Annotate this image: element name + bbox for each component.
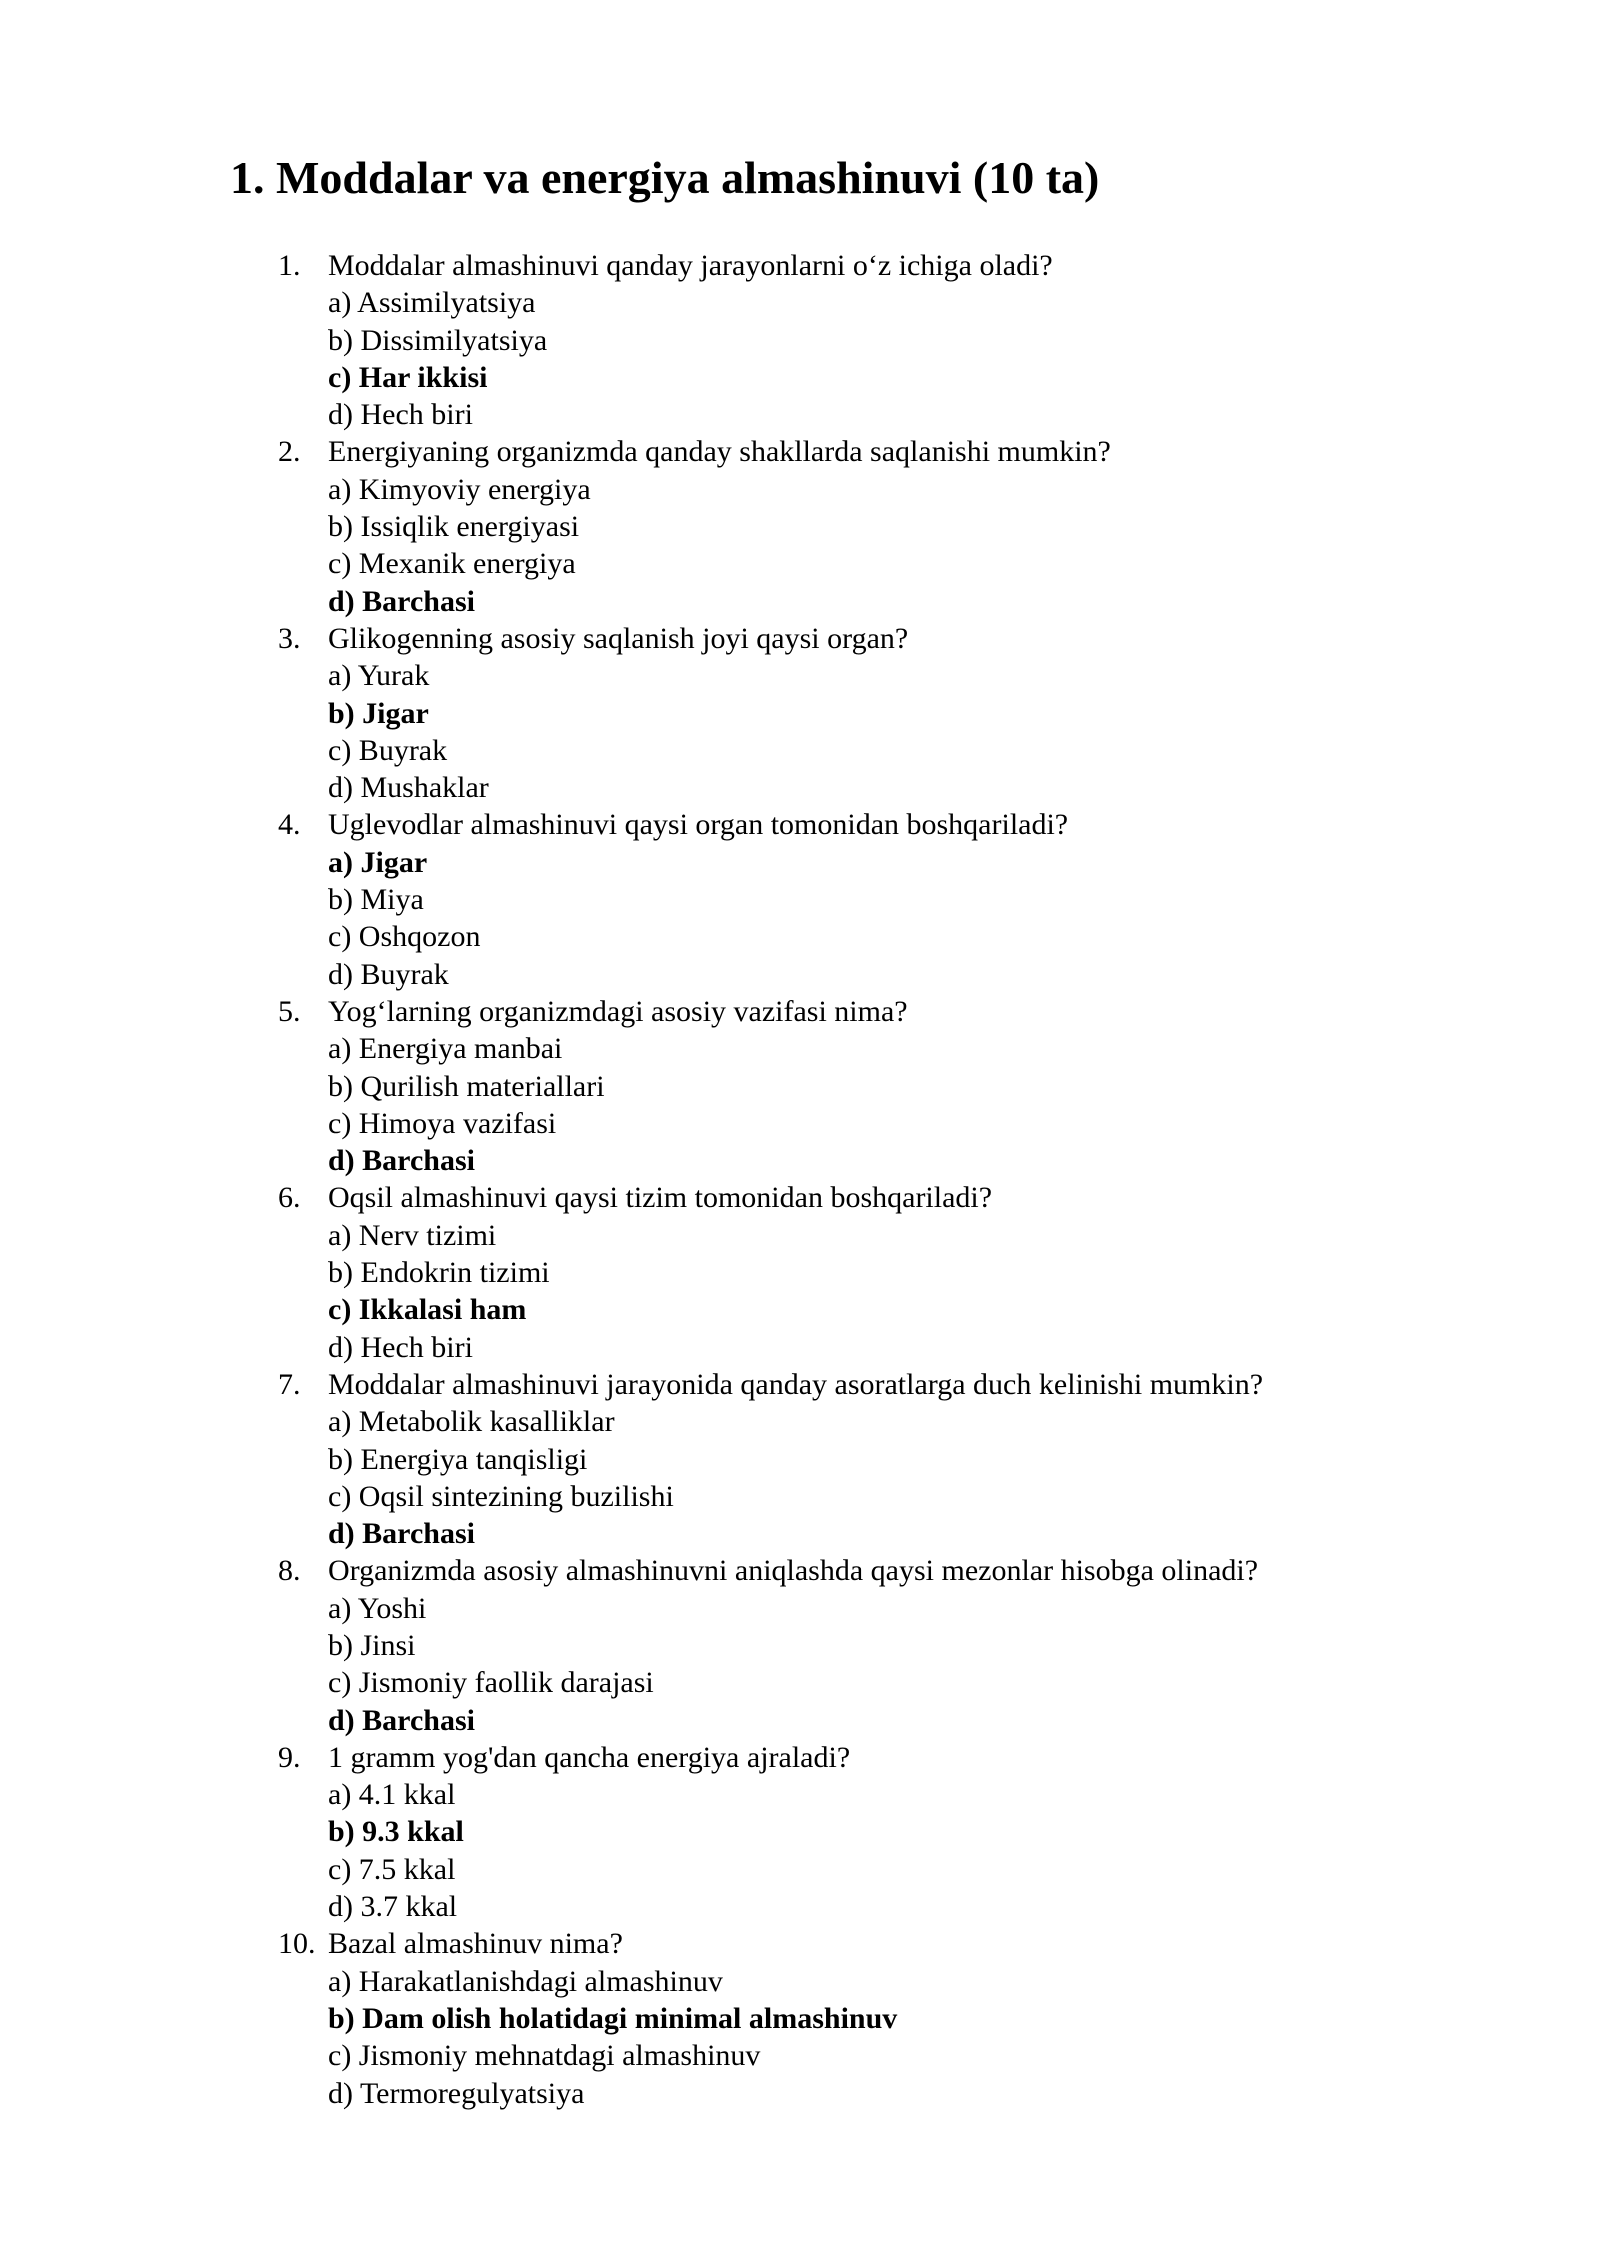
answer-option (0, 657, 1600, 694)
answer-option-text: a) 4.1 kkal (328, 1778, 456, 1812)
answer-option (0, 1217, 1600, 1254)
answer-option-text: a) Nerv tizimi (328, 1218, 497, 1252)
answer-option (0, 1478, 1600, 1515)
answer-option-text: a) Yurak (328, 659, 430, 693)
answer-option (0, 1105, 1600, 1142)
answer-option (0, 1403, 1600, 1440)
answer-option-text: d) Barchasi (328, 1703, 475, 1737)
question-number: 4. (278, 808, 301, 842)
question-text: Moddalar almashinuvi jarayonida qanday asoratlarga duch kelinishi mumkin? (328, 1367, 1264, 1401)
question-text: Organizmda asosiy almashinuvni aniqlashda qaysi mezonlar hisobga olinadi? (328, 1554, 1259, 1588)
answer-option-correct (0, 695, 1600, 732)
answer-option (0, 1776, 1600, 1813)
answer-option-text: b) Dissimilyatsiya (328, 323, 548, 357)
question-item (0, 433, 1600, 619)
answer-option (0, 1627, 1600, 1664)
answer-option-text: c) Jismoniy faollik darajasi (328, 1666, 654, 1700)
answer-option (0, 284, 1600, 321)
answer-option-correct (0, 844, 1600, 881)
answer-option-text: d) Barchasi (328, 584, 475, 618)
answer-option-text: b) Miya (328, 883, 424, 917)
answer-option-text: b) 9.3 kkal (328, 1815, 464, 1849)
answer-option-correct (0, 359, 1600, 396)
answer-option (0, 1441, 1600, 1478)
question-number: 6. (278, 1181, 301, 1215)
answer-option-text: c) Oshqozon (328, 920, 481, 954)
answer-option-text: d) Hech biri (328, 1330, 473, 1364)
answer-option-correct (0, 583, 1600, 620)
answer-option-text: d) Buyrak (328, 957, 449, 991)
answer-option (0, 471, 1600, 508)
answer-option-text: b) Jinsi (328, 1628, 416, 1662)
question-text: Oqsil almashinuvi qaysi tizim tomonidan boshqariladi? (328, 1181, 993, 1215)
question-text: Energiyaning organizmda qanday shakllarda saqlanishi mumkin? (328, 435, 1111, 469)
answer-option (0, 1888, 1600, 1925)
question-text: Yog‘larning organizmdagi asosiy vazifasi nima? (328, 994, 908, 1028)
answer-option (0, 918, 1600, 955)
answer-option-text: d) Barchasi (328, 1144, 475, 1178)
question-number: 5. (278, 994, 301, 1028)
answer-option-text: c) Har ikkisi (328, 360, 488, 394)
question-text: Moddalar almashinuvi qanday jarayonlarni o‘z ichiga oladi? (328, 249, 1053, 282)
answer-option (0, 769, 1600, 806)
question-line (0, 1925, 1600, 1962)
answer-option (0, 1068, 1600, 1105)
question-text: 1 gramm yog'dan qancha energiya ajraladi? (328, 1740, 851, 1774)
answer-option-text: a) Metabolik kasalliklar (328, 1405, 615, 1439)
question-item (0, 247, 1600, 433)
question-number: 3. (278, 621, 301, 655)
answer-option-correct (0, 1291, 1600, 1328)
answer-option (0, 1664, 1600, 1701)
question-line (0, 433, 1600, 470)
answer-option-text: b) Qurilish materiallari (328, 1069, 605, 1103)
question-item (0, 993, 1600, 1179)
answer-option-text: b) Jigar (328, 696, 429, 730)
question-line (0, 1552, 1600, 1589)
question-number: 2. (278, 435, 301, 469)
question-number: 1. (278, 249, 301, 282)
question-line (0, 1366, 1600, 1403)
answer-option-text: d) Termoregulyatsiya (328, 2076, 585, 2110)
question-number: 10. (278, 1927, 316, 1961)
answer-option-text: c) Ikkalasi ham (328, 1293, 527, 1327)
question-line (0, 806, 1600, 843)
question-number: 9. (278, 1740, 301, 1774)
question-line (0, 1179, 1600, 1216)
answer-option-text: c) Himoya vazifasi (328, 1106, 557, 1140)
question-list (0, 247, 1600, 2112)
question-item (0, 1179, 1600, 1365)
answer-option-text: a) Kimyoviy energiya (328, 472, 591, 506)
question-item (0, 1552, 1600, 1738)
answer-option (0, 545, 1600, 582)
answer-option-text: a) Assimilyatsiya (328, 286, 536, 320)
answer-option (0, 956, 1600, 993)
question-line (0, 1739, 1600, 1776)
answer-option-text: c) Buyrak (328, 733, 448, 767)
answer-option (0, 1851, 1600, 1888)
answer-option (0, 396, 1600, 433)
answer-option (0, 2075, 1600, 2112)
question-text: Uglevodlar almashinuvi qaysi organ tomonidan boshqariladi? (328, 808, 1069, 842)
answer-option (0, 1590, 1600, 1627)
answer-option (0, 1963, 1600, 2000)
answer-option (0, 508, 1600, 545)
answer-option (0, 322, 1600, 359)
question-item (0, 1925, 1600, 2111)
answer-option-text: b) Dam olish holatidagi minimal almashinuv (328, 2001, 898, 2035)
answer-option-text: b) Endokrin tizimi (328, 1256, 550, 1290)
answer-option (0, 1030, 1600, 1067)
answer-option-correct (0, 1813, 1600, 1850)
answer-option-text: d) 3.7 kkal (328, 1890, 458, 1924)
answer-option-correct (0, 1142, 1600, 1179)
answer-option (0, 2037, 1600, 2074)
answer-option-text: a) Yoshi (328, 1591, 427, 1625)
question-number: 7. (278, 1367, 301, 1401)
answer-option-correct (0, 1702, 1600, 1739)
question-item (0, 806, 1600, 992)
question-item (0, 620, 1600, 806)
question-text: Glikogenning asosiy saqlanish joyi qaysi organ? (328, 621, 909, 655)
question-item (0, 1739, 1600, 1925)
answer-option-text: a) Energiya manbai (328, 1032, 563, 1066)
question-text: Bazal almashinuv nima? (328, 1927, 623, 1961)
answer-option (0, 881, 1600, 918)
answer-option-text: d) Hech biri (328, 398, 473, 432)
answer-option-text: b) Energiya tanqisligi (328, 1442, 588, 1476)
question-number: 8. (278, 1554, 301, 1588)
answer-option (0, 1254, 1600, 1291)
answer-option-correct (0, 2000, 1600, 2037)
answer-option (0, 732, 1600, 769)
answer-option-text: c) Oqsil sintezining buzilishi (328, 1479, 674, 1513)
answer-option-text: b) Issiqlik energiyasi (328, 510, 580, 544)
answer-option-text: c) Jismoniy mehnatdagi almashinuv (328, 2039, 761, 2073)
section-title: 1. Moddalar va energiya almashinuvi (10 ta) (230, 152, 1100, 203)
answer-option-text: a) Jigar (328, 845, 428, 879)
answer-option-text: c) Mexanik energiya (328, 547, 576, 581)
question-item (0, 1366, 1600, 1552)
question-line (0, 993, 1600, 1030)
answer-option (0, 1329, 1600, 1366)
answer-option-text: a) Harakatlanishdagi almashinuv (328, 1964, 723, 1998)
question-line (0, 247, 1600, 284)
question-line (0, 620, 1600, 657)
answer-option-correct (0, 1515, 1600, 1552)
answer-option-text: d) Mushaklar (328, 771, 489, 805)
answer-option-text: d) Barchasi (328, 1517, 475, 1551)
answer-option-text: c) 7.5 kkal (328, 1852, 456, 1886)
